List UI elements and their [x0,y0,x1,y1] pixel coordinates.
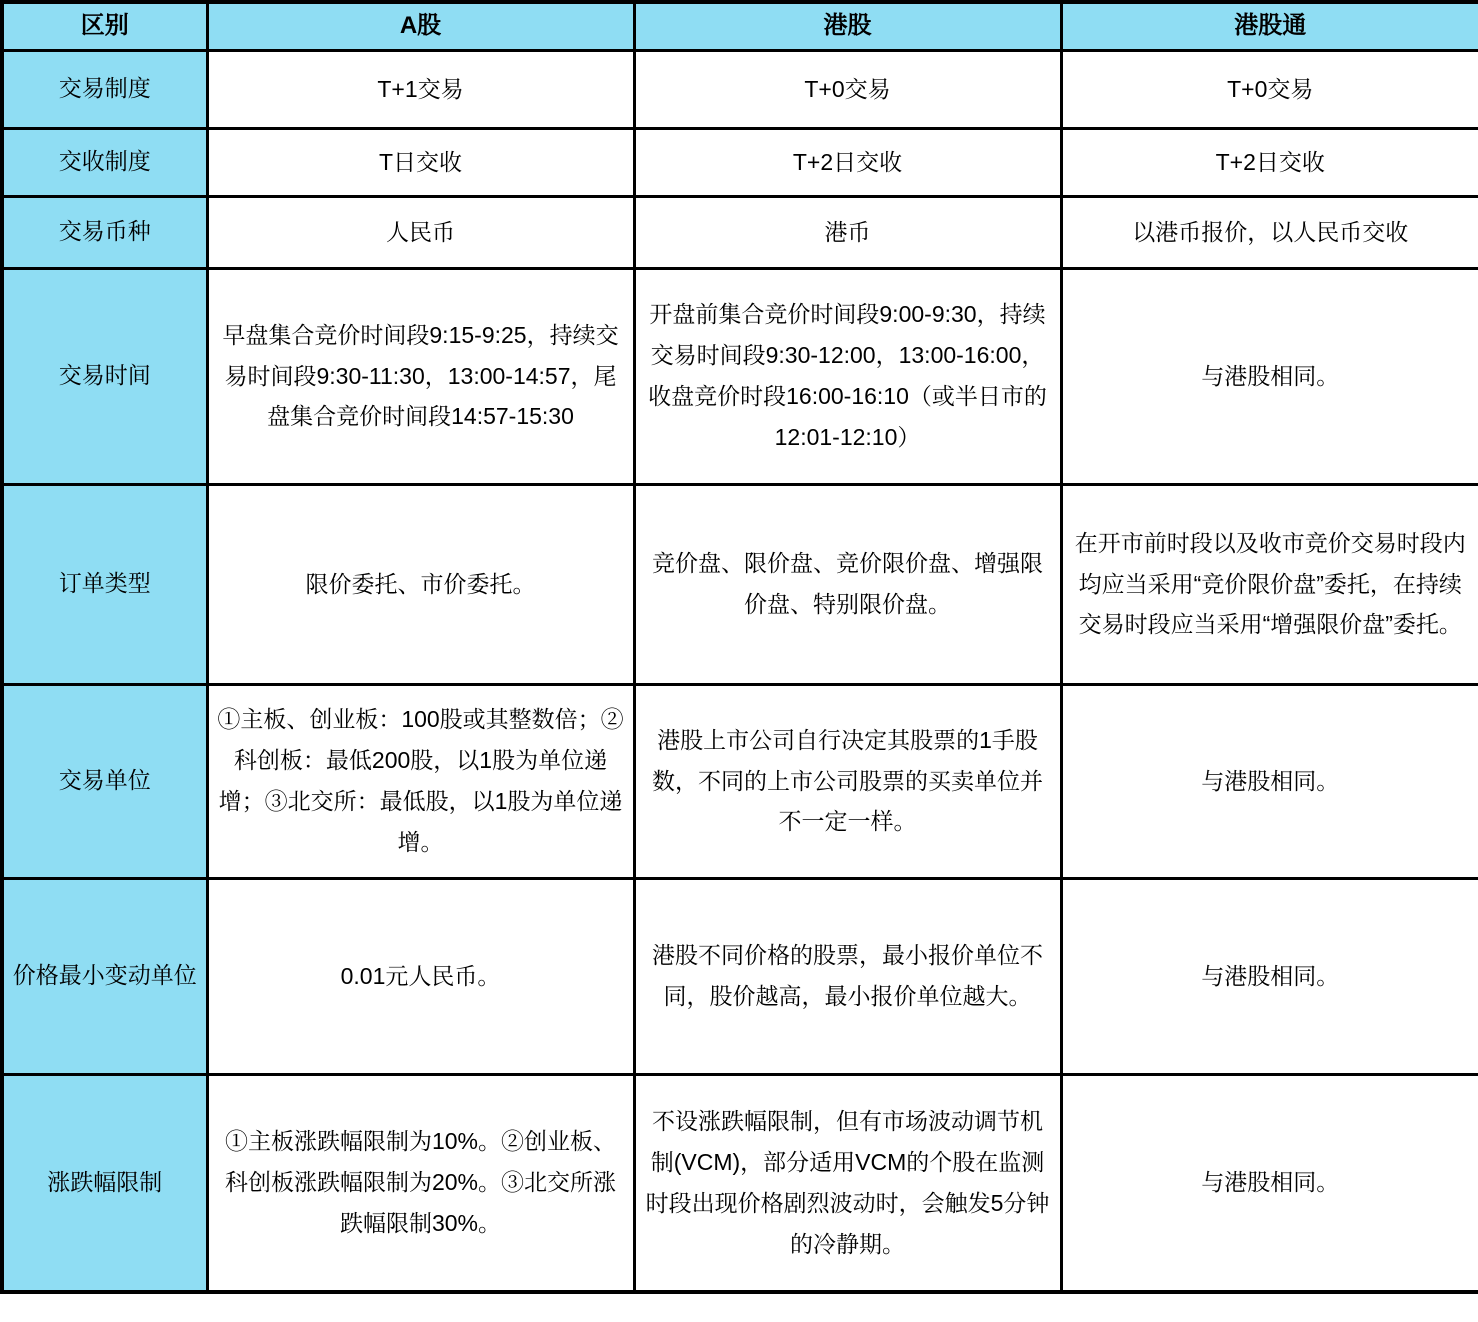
header-cell-difference: 区别 [2,2,207,50]
table-row-trading-unit [2,684,1478,878]
cell-hk-share: 港股上市公司自行决定其股票的1手股数，不同的上市公司股票的买卖单位并不一定一样。 [634,684,1061,878]
cell-hk-share: T+0交易 [634,50,1061,128]
cell-hk-share: 开盘前集合竞价时间段9:00-9:30，持续交易时间段9:30-12:00，13:00-16:00，收盘竞价时段16:00-16:10（或半日市的12:01-12:10） [634,268,1061,484]
cell-hk-connect: 在开市前时段以及收市竞价交易时段内均应当采用“竞价限价盘”委托，在持续交易时段应当采用“增强限价盘”委托。 [1061,484,1478,684]
table-row-trading-system [2,50,1478,128]
cell-hk-connect: 与港股相同。 [1061,684,1478,878]
header-cell-hk-connect: 港股通 [1061,2,1478,50]
row-label: 涨跌幅限制 [2,1074,207,1292]
table-row-min-price-tick [2,878,1478,1074]
row-label: 交易币种 [2,196,207,268]
cell-a-share: 早盘集合竞价时间段9:15-9:25，持续交易时间段9:30-11:30，13:00-14:57，尾盘集合竞价时间段14:57-15:30 [207,268,634,484]
cell-hk-connect: T+0交易 [1061,50,1478,128]
cell-hk-connect: T+2日交收 [1061,128,1478,196]
cell-a-share: ①主板、创业板：100股或其整数倍；②科创板：最低200股，以1股为单位递增；③北交所：最低股，以1股为单位递增。 [207,684,634,878]
cell-hk-connect: 与港股相同。 [1061,268,1478,484]
cell-hk-share: 竞价盘、限价盘、竞价限价盘、增强限价盘、特别限价盘。 [634,484,1061,684]
cell-a-share: T日交收 [207,128,634,196]
row-label: 价格最小变动单位 [2,878,207,1074]
cell-hk-share: T+2日交收 [634,128,1061,196]
row-label: 交易时间 [2,268,207,484]
header-cell-hk-share: 港股 [634,2,1061,50]
row-label: 交易制度 [2,50,207,128]
cell-hk-share: 港币 [634,196,1061,268]
cell-a-share: 人民币 [207,196,634,268]
cell-a-share: 0.01元人民币。 [207,878,634,1074]
cell-a-share: ①主板涨跌幅限制为10%。②创业板、科创板涨跌幅限制为20%。③北交所涨跌幅限制30%。 [207,1074,634,1292]
header-cell-a-share: A股 [207,2,634,50]
cell-hk-connect: 以港币报价，以人民币交收 [1061,196,1478,268]
table-row-order-types [2,484,1478,684]
cell-hk-share: 不设涨跌幅限制，但有市场波动调节机制(VCM)，部分适用VCM的个股在监测时段出现价格剧烈波动时，会触发5分钟的冷静期。 [634,1074,1061,1292]
header-row [2,2,1478,50]
row-label: 订单类型 [2,484,207,684]
row-label: 交收制度 [2,128,207,196]
row-label: 交易单位 [2,684,207,878]
cell-hk-share: 港股不同价格的股票，最小报价单位不同，股价越高，最小报价单位越大。 [634,878,1061,1074]
table-row-trading-currency [2,196,1478,268]
cell-a-share: 限价委托、市价委托。 [207,484,634,684]
cell-hk-connect: 与港股相同。 [1061,1074,1478,1292]
table-row-settlement-system [2,128,1478,196]
cell-hk-connect: 与港股相同。 [1061,878,1478,1074]
table-row-price-limit [2,1074,1478,1292]
table-row-trading-hours [2,268,1478,484]
cell-a-share: T+1交易 [207,50,634,128]
